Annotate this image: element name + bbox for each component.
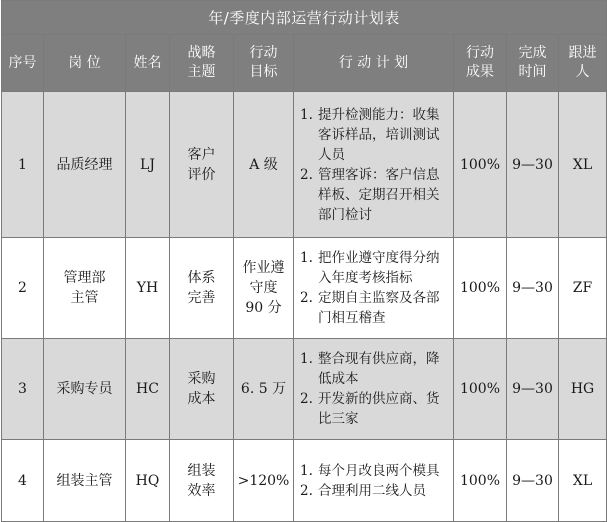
cell-theme-line1: 采购 xyxy=(187,371,216,387)
cell-time: 9—30 xyxy=(507,238,559,339)
cell-result: 100% xyxy=(454,440,507,522)
cell-name: LJ xyxy=(126,92,170,238)
header-follow-line2: 人 xyxy=(575,64,590,80)
plan-item-text: 合理利用二线人员 xyxy=(318,482,426,499)
cell-target-line1: >120% xyxy=(237,472,290,489)
header-theme-line2: 主题 xyxy=(187,64,216,80)
plan-item-number: 2. xyxy=(300,290,313,306)
plan-item xyxy=(300,481,451,501)
plan-item-number: 2. xyxy=(300,391,313,407)
header-time-line1: 完成 xyxy=(518,45,547,61)
cell-no: 4 xyxy=(2,440,44,522)
table-row xyxy=(2,339,607,440)
header-follow-line1: 跟进 xyxy=(568,45,597,61)
cell-follow: XL xyxy=(559,440,607,522)
plan-item-text: 整合现有供应商，降低成本 xyxy=(318,351,440,387)
cell-time: 9—30 xyxy=(507,440,559,522)
header-target xyxy=(234,35,294,92)
header-result-line2: 成果 xyxy=(466,64,494,80)
table-title: 年/季度内部运营行动计划表 xyxy=(2,1,607,35)
header-target-line1: 行动 xyxy=(249,45,278,61)
cell-theme xyxy=(170,440,234,522)
cell-theme-line1: 体系 xyxy=(187,270,216,286)
cell-plan xyxy=(294,440,454,522)
plan-item xyxy=(300,389,451,429)
cell-name: HC xyxy=(126,339,170,440)
plan-item-number: 1. xyxy=(300,250,313,266)
plan-item-text: 定期自主监察及各部门相互稽查 xyxy=(318,290,440,326)
cell-target-line3: 90 分 xyxy=(245,300,282,316)
cell-no: 3 xyxy=(2,339,44,440)
plan-item-text: 开发新的供应商、货比三家 xyxy=(318,391,440,427)
plan-item-number: 2. xyxy=(300,166,313,183)
cell-position xyxy=(44,339,126,440)
table-row xyxy=(2,440,607,522)
header-follow xyxy=(559,35,607,92)
cell-theme xyxy=(170,92,234,238)
plan-item xyxy=(300,461,451,481)
table-row xyxy=(2,238,607,339)
cell-target-line1: A 级 xyxy=(249,156,278,173)
cell-plan xyxy=(294,339,454,440)
cell-no: 1 xyxy=(2,92,44,238)
header-time xyxy=(507,35,559,92)
header-target-line2: 目标 xyxy=(249,64,278,80)
cell-target xyxy=(234,339,294,440)
cell-position-line1: 组装主管 xyxy=(56,472,113,489)
cell-position-line1: 管理部 xyxy=(63,270,106,286)
cell-follow: ZF xyxy=(559,238,607,339)
plan-item-number: 1. xyxy=(300,351,313,367)
cell-theme-line2: 完善 xyxy=(187,290,216,306)
cell-time: 9—30 xyxy=(507,92,559,238)
cell-plan xyxy=(294,238,454,339)
plan-item xyxy=(300,349,451,389)
header-position: 岗 位 xyxy=(44,35,126,92)
cell-theme xyxy=(170,339,234,440)
cell-result: 100% xyxy=(454,238,507,339)
operation-plan-table xyxy=(1,0,607,522)
header-theme xyxy=(170,35,234,92)
header-time-line2: 时间 xyxy=(518,64,547,80)
plan-item-number: 2. xyxy=(300,482,313,499)
cell-position-line1: 品质经理 xyxy=(56,156,113,173)
cell-name: YH xyxy=(126,238,170,339)
cell-target-line2: 守度 xyxy=(249,280,278,296)
plan-item xyxy=(300,288,451,328)
cell-target xyxy=(234,238,294,339)
cell-plan xyxy=(294,92,454,238)
plan-item xyxy=(300,105,451,165)
header-theme-line1: 战略 xyxy=(187,45,216,61)
cell-follow: XL xyxy=(559,92,607,238)
plan-item xyxy=(300,165,451,225)
header-no: 序号 xyxy=(2,35,44,92)
cell-target-line1: 6. 5 万 xyxy=(240,381,287,397)
cell-position xyxy=(44,238,126,339)
header-result xyxy=(454,35,507,92)
plan-item-text: 每个月改良两个模具 xyxy=(318,462,440,479)
cell-target-line1: 作业遵 xyxy=(242,260,285,276)
plan-item-text: 提升检测能力：收集客诉样品，培训测试人员 xyxy=(318,106,440,163)
cell-theme-line1: 客户 xyxy=(187,146,216,163)
header-name: 姓名 xyxy=(126,35,170,92)
cell-follow: HG xyxy=(559,339,607,440)
header-plan: 行 动 计 划 xyxy=(294,35,454,92)
cell-theme-line2: 成本 xyxy=(187,391,216,407)
cell-target xyxy=(234,440,294,522)
cell-theme-line2: 评价 xyxy=(187,166,216,183)
cell-position-line1: 采购专员 xyxy=(56,381,113,397)
cell-theme-line1: 组装 xyxy=(187,462,216,479)
cell-no: 2 xyxy=(2,238,44,339)
plan-item xyxy=(300,248,451,288)
cell-result: 100% xyxy=(454,339,507,440)
plan-item-text: 管理客诉：客户信息样板、定期召开相关部门检讨 xyxy=(318,166,440,223)
plan-item-text: 把作业遵守度得分纳入年度考核指标 xyxy=(318,250,440,286)
cell-target xyxy=(234,92,294,238)
header-result-line1: 行动 xyxy=(466,45,494,61)
cell-position-line2: 主管 xyxy=(70,290,99,306)
plan-item-number: 1. xyxy=(300,462,313,479)
plan-item-number: 1. xyxy=(300,106,313,123)
cell-theme-line2: 效率 xyxy=(187,482,216,499)
cell-position xyxy=(44,92,126,238)
cell-time: 9—30 xyxy=(507,339,559,440)
cell-position xyxy=(44,440,126,522)
cell-theme xyxy=(170,238,234,339)
cell-name: HQ xyxy=(126,440,170,522)
table-row xyxy=(2,92,607,238)
cell-result: 100% xyxy=(454,92,507,238)
